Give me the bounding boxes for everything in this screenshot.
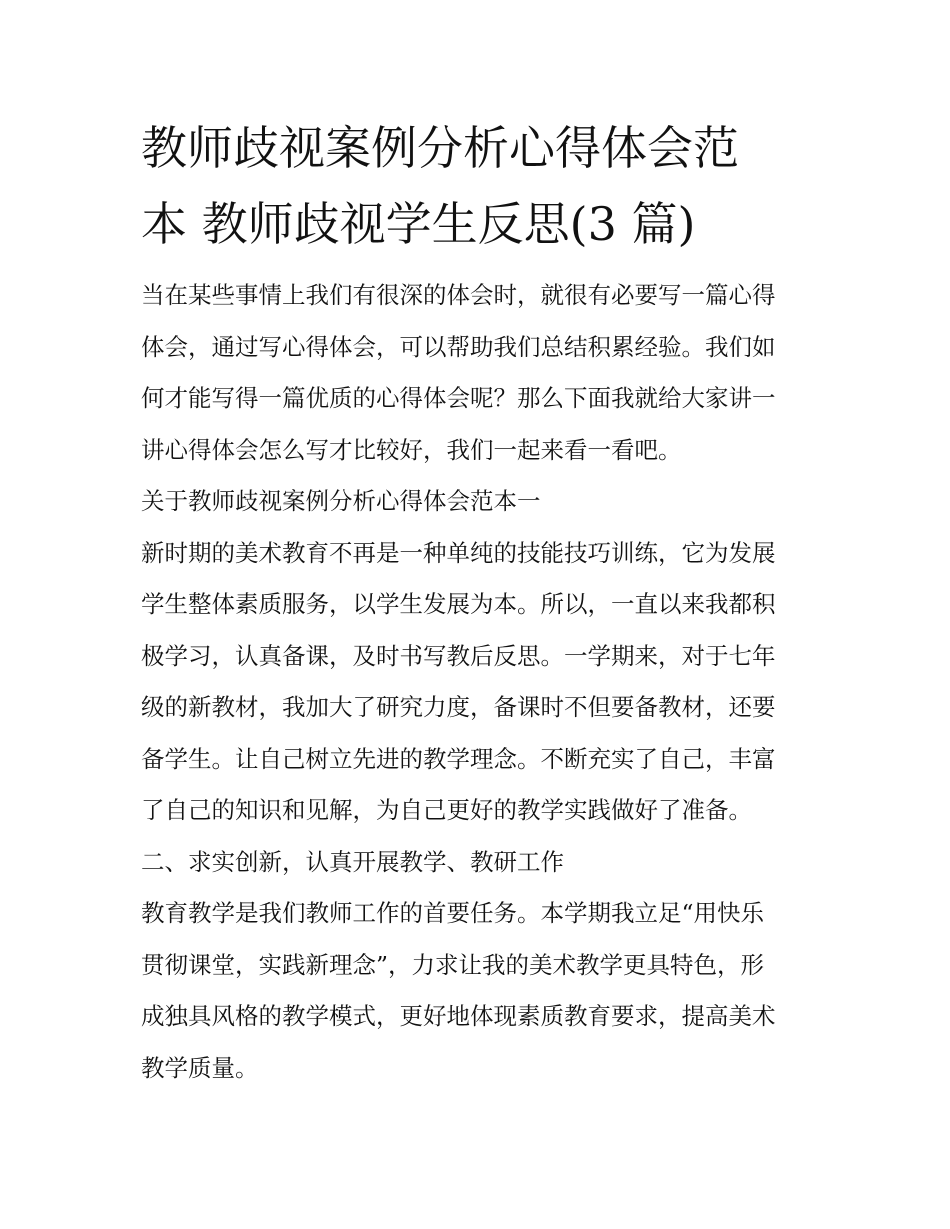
- document-body: [141, 110, 813, 1094]
- paragraph-1: [141, 528, 813, 837]
- paragraph-line: 备学生。让自己树立先进的教学理念。不断充实了自己，丰富: [141, 744, 776, 773]
- paragraph-line: 教学质量。: [141, 1053, 259, 1082]
- paragraph-line: 教育教学是我们教师工作的首要任务。本学期我立足“用快乐: [141, 899, 765, 927]
- section-heading: [141, 476, 813, 528]
- section-heading-text: 关于教师歧视案例分析心得体会范本一: [141, 487, 541, 515]
- title-line-1: 教师歧视案例分析心得体会范: [141, 121, 739, 175]
- paragraph-line: 新时期的美术教育不再是一种单纯的技能技巧训练，它为发展: [141, 538, 776, 567]
- title-line-2: 本 教师歧视学生反思(3 篇): [141, 197, 696, 251]
- intro-line: 体会，通过写心得体会，可以帮助我们总结积累经验。我们如: [141, 332, 776, 361]
- intro-paragraph: [141, 270, 813, 476]
- subheading: [141, 837, 813, 889]
- document-title: [141, 110, 813, 262]
- paragraph-line: 学生整体素质服务，以学生发展为本。所以，一直以来我都积: [141, 590, 776, 618]
- paragraph-line: 级的新教材，我加大了研究力度，备课时不但要备教材，还要: [141, 693, 776, 721]
- intro-line: 当在某些事情上我们有很深的体会时，就很有必要写一篇心得: [141, 281, 776, 309]
- intro-line: 讲心得体会怎么写才比较好，我们一起来看一看吧。: [141, 435, 682, 464]
- subheading-text: 二、求实创新，认真开展教学、教研工作: [141, 847, 564, 876]
- intro-line: 何才能写得一篇优质的心得体会呢？那么下面我就给大家讲一: [141, 384, 776, 412]
- paragraph-line: 了自己的知识和见解，为自己更好的教学实践做好了准备。: [141, 796, 752, 824]
- paragraph-line: 成独具风格的教学模式，更好地体现素质教育要求，提高美术: [141, 1002, 776, 1030]
- paragraph-line: 极学习，认真备课，及时书写教后反思。一学期来，对于七年: [141, 641, 776, 670]
- paragraph-line: 贯彻课堂，实践新理念”，力求让我的美术教学更具特色，形: [141, 950, 765, 979]
- paragraph-2: [141, 888, 813, 1094]
